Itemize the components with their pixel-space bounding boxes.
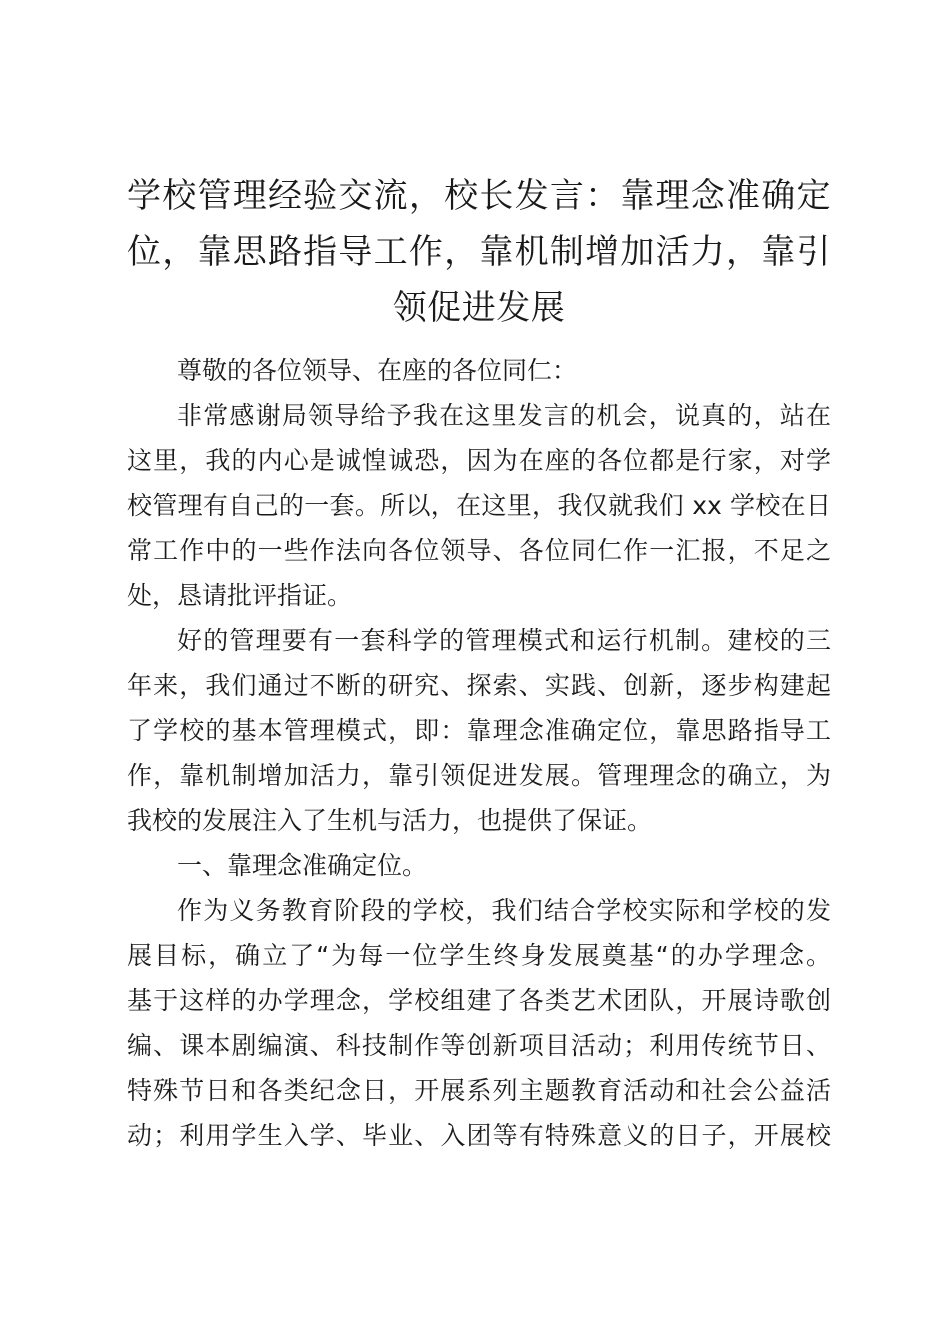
text-line: 我校的发展注入了生机与活力，也提供了保证。 — [127, 806, 653, 835]
paragraph — [127, 618, 831, 843]
text-line: 展目标，确立了“为每一位学生终身发展奠基“的办学理念。 — [127, 941, 831, 970]
title-line: 学校管理经验交流，校长发言：靠理念准确定 — [127, 176, 831, 216]
section-heading — [127, 843, 831, 888]
salutation-paragraph — [127, 348, 831, 393]
text-line: 处，恳请批评指证。 — [127, 581, 353, 610]
text-line: 常工作中的一些作法向各位领导、各位同仁作一汇报，不足之 — [127, 536, 831, 565]
title-line: 位，靠思路指导工作，靠机制增加活力，靠引 — [127, 232, 831, 272]
text-line: 这里，我的内心是诚惶诚恐，因为在座的各位都是行家，对学 — [127, 446, 831, 475]
text-line: 特殊节日和各类纪念日，开展系列主题教育活动和社会公益活 — [127, 1076, 831, 1105]
text-line: 基于这样的办学理念，学校组建了各类艺术团队，开展诗歌创 — [127, 986, 831, 1015]
text-line: 年来，我们通过不断的研究、探索、实践、创新，逐步构建起 — [127, 671, 831, 700]
paragraph — [127, 888, 831, 1158]
document-title — [127, 168, 831, 336]
document-body — [127, 348, 831, 1158]
text-line: 尊敬的各位领导、在座的各位同仁： — [177, 356, 578, 385]
title-line: 领促进发展 — [392, 288, 566, 328]
document-page — [127, 168, 831, 1158]
text-line: 一、靠理念准确定位。 — [177, 851, 428, 880]
paragraph — [127, 393, 831, 618]
text-line: 动；利用学生入学、毕业、入团等有特殊意义的日子，开展校 — [127, 1121, 831, 1150]
text-line: 校管理有自己的一套。所以，在这里，我仅就我们 xx 学校在日 — [127, 491, 831, 520]
text-line: 非常感谢局领导给予我在这里发言的机会，说真的，站在 — [177, 401, 831, 430]
text-line: 编、课本剧编演、科技制作等创新项目活动；利用传统节日、 — [127, 1031, 831, 1060]
text-line: 作，靠机制增加活力，靠引领促进发展。管理理念的确立，为 — [127, 761, 831, 790]
text-line: 好的管理要有一套科学的管理模式和运行机制。建校的三 — [177, 626, 831, 655]
text-line: 作为义务教育阶段的学校，我们结合学校实际和学校的发 — [177, 896, 831, 925]
text-line: 了学校的基本管理模式，即：靠理念准确定位，靠思路指导工 — [127, 716, 831, 745]
